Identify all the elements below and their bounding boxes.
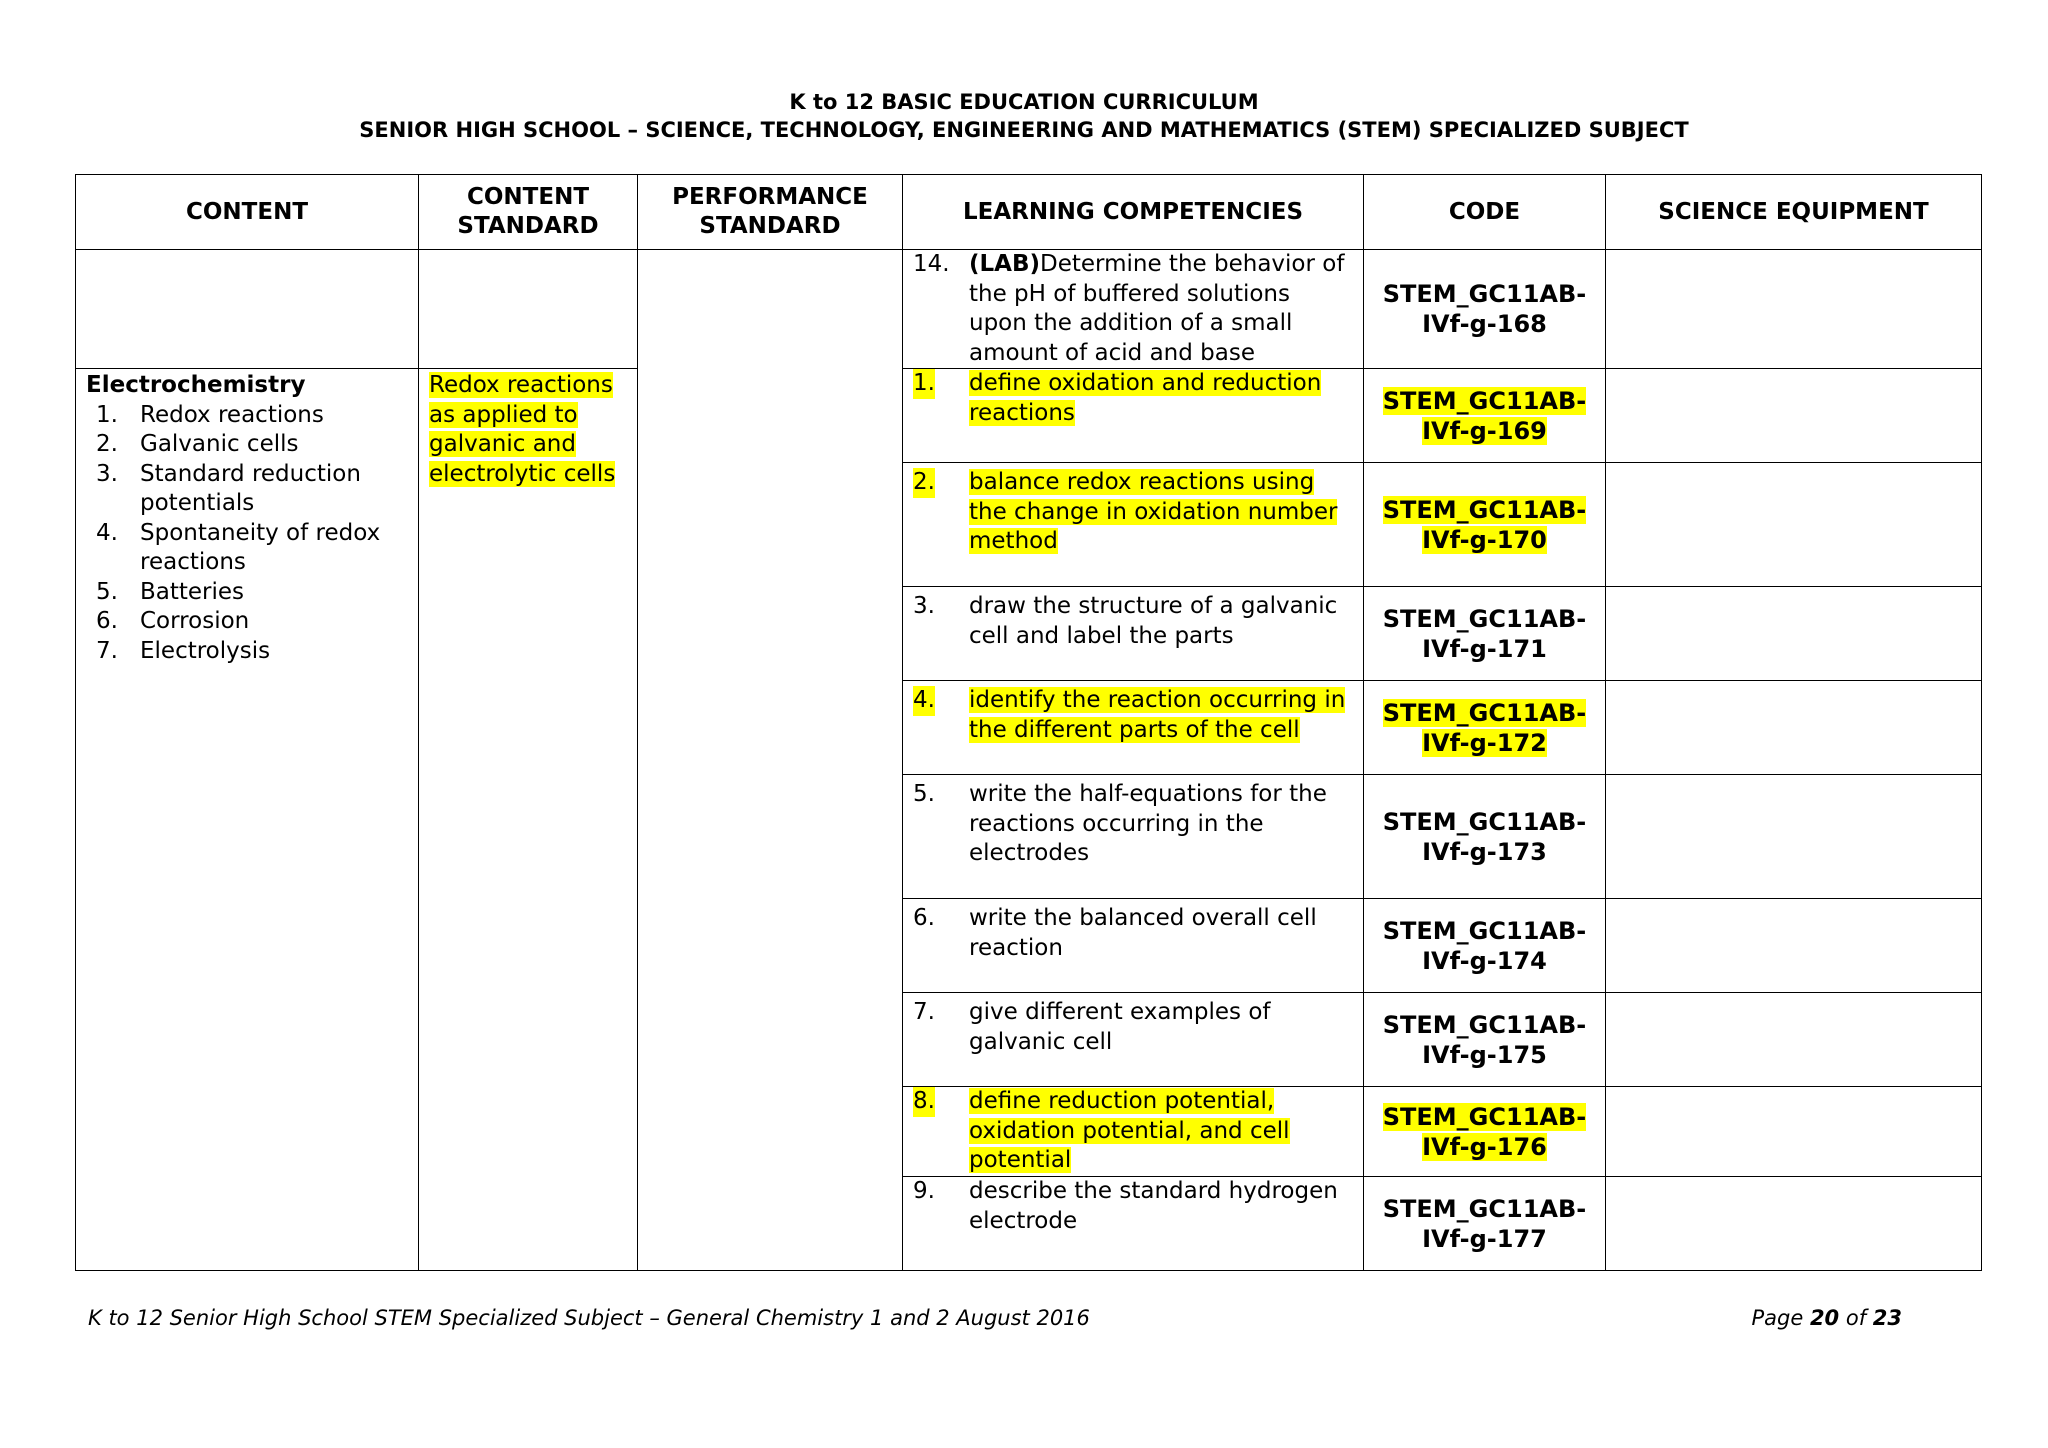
equipment-cell	[1606, 587, 1982, 681]
footer-title: K to 12 Senior High School STEM Specialized Subject – General Chemistry 1 and 2 August 2016	[88, 1306, 1090, 1330]
table-row	[76, 369, 1982, 463]
list-item: 4. Spontaneity of redox reactions	[96, 519, 381, 575]
equipment-cell	[1606, 993, 1982, 1087]
content-standard-cell-empty	[419, 250, 638, 369]
header-line-1: K to 12 BASIC EDUCATION CURRICULUM	[789, 90, 1259, 114]
code-cell: STEM_GC11AB- IVf-g-177	[1364, 1177, 1606, 1271]
code-cell: STEM_GC11AB- IVf-g-168	[1364, 250, 1606, 369]
competency-cell: 9. describe the standard hydrogen electrode	[903, 1177, 1364, 1271]
content-title: Electrochemistry	[86, 372, 306, 398]
code-cell: STEM_GC11AB- IVf-g-169	[1364, 369, 1606, 463]
competency-cell: 7. give different examples of galvanic cell	[903, 993, 1364, 1087]
competency-cell	[903, 250, 1364, 369]
competency-text: define oxidation and reduction reactions	[969, 370, 1322, 426]
column-header-code: CODE	[1364, 175, 1606, 250]
list-item: 7. Electrolysis	[96, 637, 271, 664]
topic-list	[86, 401, 408, 667]
equipment-cell	[1606, 1177, 1982, 1271]
code-cell: STEM_GC11AB- IVf-g-176	[1364, 1087, 1606, 1177]
lab-tag: (LAB)	[969, 251, 1041, 277]
table-header-row	[76, 175, 1982, 250]
content-cell	[76, 369, 419, 1271]
performance-standard-cell	[638, 250, 903, 1271]
competency-text: write the half-equations for the reactions occurring in the electrodes	[969, 781, 1327, 866]
page-number: Page 20 of 23	[1751, 1306, 1902, 1330]
competency-cell: 1. define oxidation and reduction reactions	[903, 369, 1364, 463]
equipment-cell	[1606, 1087, 1982, 1177]
competency-text: draw the structure of a galvanic cell and label the parts	[969, 593, 1338, 649]
competency-text: balance redox reactions using the change in oxidation number method	[969, 469, 1338, 554]
content-standard-line: Redox reactions	[429, 372, 613, 398]
column-header-content-standard: CONTENT STANDARD	[419, 175, 638, 250]
equipment-cell	[1606, 463, 1982, 587]
content-standard-line: as applied to	[429, 401, 578, 428]
equipment-cell	[1606, 899, 1982, 993]
code-cell: STEM_GC11AB- IVf-g-170	[1364, 463, 1606, 587]
competency-text: write the balanced overall cell reaction	[969, 905, 1317, 961]
list-item: 5. Batteries	[96, 578, 245, 605]
competency-cell: 4. identify the reaction occurring in the different parts of the cell	[903, 681, 1364, 775]
curriculum-table	[75, 174, 1982, 1271]
document-header	[0, 88, 2048, 144]
content-standard-line: electrolytic cells	[429, 460, 616, 487]
list-item: 1. Redox reactions	[96, 401, 324, 428]
table-row	[76, 250, 1982, 369]
code-cell: STEM_GC11AB- IVf-g-174	[1364, 899, 1606, 993]
competency-number: 14.	[913, 251, 950, 277]
column-header-learning-competencies: LEARNING COMPETENCIES	[903, 175, 1364, 250]
content-standard-line: galvanic and	[429, 431, 576, 457]
content-cell-empty	[76, 250, 419, 369]
code-cell: STEM_GC11AB- IVf-g-172	[1364, 681, 1606, 775]
column-header-science-equipment: SCIENCE EQUIPMENT	[1606, 175, 1982, 250]
list-item: 6. Corrosion	[96, 608, 250, 634]
list-item: 2. Galvanic cells	[96, 431, 299, 457]
content-standard-cell	[419, 369, 638, 1271]
equipment-cell	[1606, 250, 1982, 369]
competency-text: give different examples of galvanic cell	[969, 999, 1271, 1055]
column-header-performance-standard: PERFORMANCE STANDARD	[638, 175, 903, 250]
list-item: 3. Standard reduction potentials	[96, 460, 361, 516]
code-cell: STEM_GC11AB- IVf-g-171	[1364, 587, 1606, 681]
competency-cell: 2. balance redox reactions using the change in oxidation number method	[903, 463, 1364, 587]
competency-cell: 6. write the balanced overall cell reaction	[903, 899, 1364, 993]
code-cell: STEM_GC11AB- IVf-g-173	[1364, 775, 1606, 899]
competency-text: Determine the behavior of the pH of buffered solutions upon the addition of a small amount of acid and base	[969, 251, 1345, 366]
equipment-cell	[1606, 681, 1982, 775]
equipment-cell	[1606, 369, 1982, 463]
equipment-cell	[1606, 775, 1982, 899]
competency-cell: 3. draw the structure of a galvanic cell and label the parts	[903, 587, 1364, 681]
code-cell: STEM_GC11AB- IVf-g-175	[1364, 993, 1606, 1087]
column-header-content: CONTENT	[76, 175, 419, 250]
competency-text: define reduction potential, oxidation potential, and cell potential	[969, 1088, 1290, 1173]
competency-text: identify the reaction occurring in the different parts of the cell	[969, 687, 1346, 743]
competency-text: describe the standard hydrogen electrode	[969, 1178, 1338, 1234]
competency-cell: 5. write the half-equations for the reactions occurring in the electrodes	[903, 775, 1364, 899]
header-line-2: SENIOR HIGH SCHOOL – SCIENCE, TECHNOLOGY, ENGINEERING AND MATHEMATICS (STEM) SPECIALIZED SUBJECT	[359, 118, 1689, 142]
competency-cell: 8. define reduction potential, oxidation potential, and cell potential	[903, 1087, 1364, 1177]
